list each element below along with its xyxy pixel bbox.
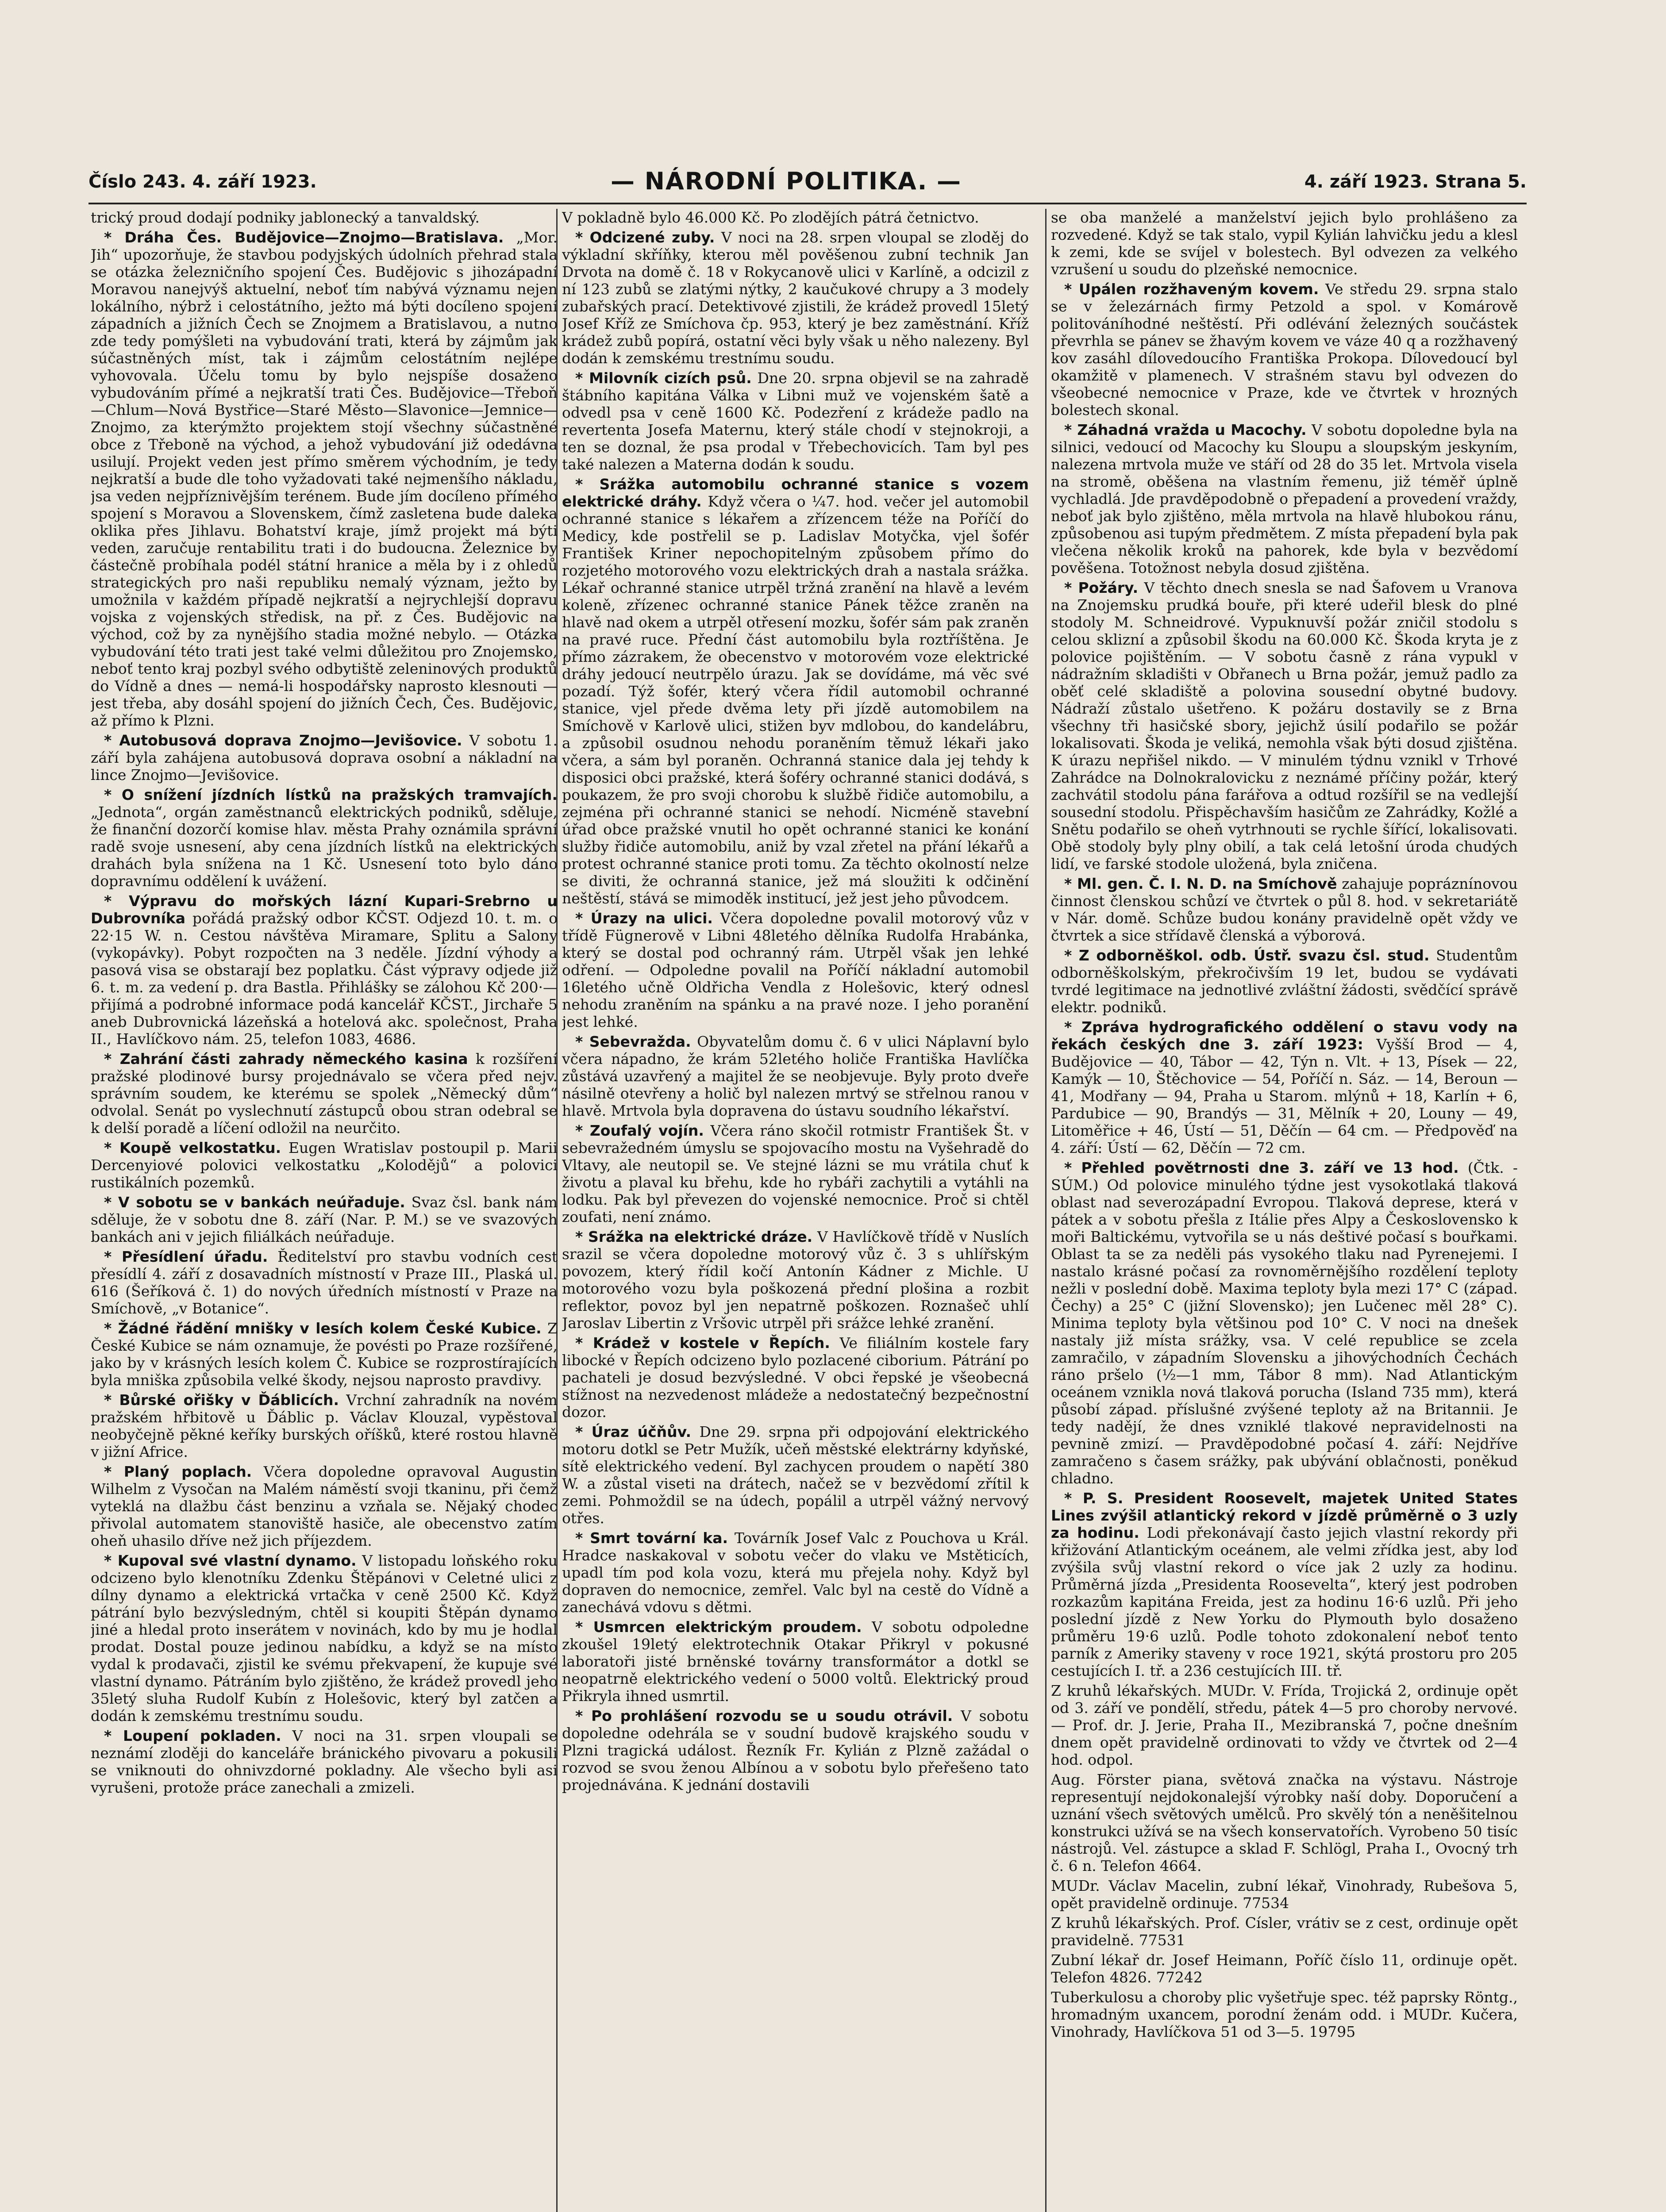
issue-number-date: Číslo 243. 4. září 1923.	[88, 172, 317, 192]
article	[1051, 1018, 1518, 1156]
article-text: Včera dopoledne povalil motorový vůz v třídě Fügnerově v Libni 48letého dělníka Rudolfa Hrabánka, který se dostal pod ochranný rám. Utrpěl však jen lehké odření. — Odpoledne povalil na Poříčí nákladní automobil 16letého učně Oldřicha Vendla z Holešovic, který odnesl nehodu zraněním na spánku a na pravé noze. I jeho poranění jest lehké.	[562, 910, 1029, 1030]
article-headline: * O snížení jízdních lístků na pražských tramvajích.	[104, 786, 558, 803]
article-continuation	[1051, 1951, 1518, 1986]
article-headline: * Sebevražda.	[575, 1033, 691, 1050]
article-headline: * Odcizené zuby.	[575, 229, 715, 246]
article-continuation	[1051, 209, 1518, 278]
article-headline: * Z odborněškol. odb. Ústř. svazu čsl. stud.	[1064, 947, 1430, 964]
article	[91, 1552, 558, 1724]
article-headline: * Srážka automobilu ochranné stanice s vozem elektrické dráhy.	[562, 476, 1029, 510]
article-text: Vyšší Brod — 4, Budějovice — 40, Tábor — 42, Týn n. Vlt. + 13, Písek — 22, Kamýk — 10, Štěchovice — 54, Poříčí n. Sáz. — 14, Beroun — 41, Modřany — 94, Praha u Starom. mlýnů + 18, Karlín + 6, Pardubice — 90, Brandýs — 31, Mělník + 20, Louny — 49, Litoměřice + 46, Ústí — 51, Děčín — 64 cm. — Předpověď na 4. září: Ústí — 62, Děčín — 72 cm.	[1051, 1036, 1518, 1156]
article-text: Z kruhů lékařských. MUDr. V. Frída, Trojická 2, ordinuje opět od 3. září ve pondělí, středu, pátek 4—5 pro choroby nervové. — Prof. dr. J. Jerie, Praha II., Mezibranská 7, počne dnešním dnem opět pravidelně ordinovati to vždy ve čtvrtek od 2—4 hod. odpol.	[1051, 1682, 1518, 1768]
article-headline: * Požáry.	[1064, 579, 1139, 596]
article-headline: * Planý poplach.	[104, 1463, 252, 1480]
article-headline: * Výpravu do mořských lázní Kupari-Srebrno u Dubrovníka	[91, 892, 558, 927]
article	[1051, 875, 1518, 944]
article-text: V sobotu odpoledne zkoušel 19letý elektrotechnik Otakar Přikryl v pokusné laboratoři jisté brněnské továrny transformátor a dotkl se neopatrně elektrického vedení o 5000 voltů. Elektrický proud Přikryla ihned usmrtil.	[562, 1618, 1029, 1705]
article-headline: * Přesídlení úřadu.	[104, 1248, 268, 1265]
article-text: Z České Kubice se nám oznamuje, že povésti po Praze rozšířené, jako by v krásných lesích kolem Č. Kubice se rozprostírajících byla mniška způsobila velké škody, nejsou naprosto pravdivy.	[91, 1320, 558, 1389]
article-text: Lodi překonávají často jejich vlastní rekordy při křižování Atlantickým oceánem, ale velmi zřídka jest, aby loď zvýšila svůj vlastní rekord o více jak 2 uzly za hodinu. Průměrná jízda „Presidenta Roosevelta“, který jest podroben rozkazům kapitána Freida, jest za hodinu 16·6 uzlů. Při jeho poslední jízdě z New Yorku do Plymouth bylo dosaženo průměru 19·6 uzlů. Podle tohoto zdokonalení neboť tento parník z Ameriky staveny v roce 1921, skýtá prostoru pro 205 cestujících I. tř. a 236 cestujících III. tř.	[1051, 1524, 1518, 1679]
article	[562, 1618, 1029, 1705]
article-headline: * Loupení pokladen.	[104, 1727, 281, 1744]
article	[562, 1423, 1029, 1527]
article-continuation	[562, 209, 1029, 226]
article-text: V listopadu loňského roku odcizeno bylo klenotníku Zdenku Štěpánovi v Celetné ulici z dílny dynamo a elektrická vrtačka v ceně 2500 Kč. Když pátrání bylo bezvýsledným, chtěl si koupiti Štěpán dynamo jiné a hledal proto inserátem v novinách, kdo by mu je hodlal prodat. Dostal pouze jedinou nabídku, a když se na místo vydal k prodavači, zjistil ke svému překvapení, že kupuje své vlastní dynamo. Pátráním bylo zjištěno, že krádež provedl jeho 35letý sluha Rudolf Kubín z Holešovic, který byl zatčen a dodán k zemskému trestnímu soudu.	[91, 1552, 558, 1724]
article	[91, 732, 558, 783]
article-continuation	[1051, 1914, 1518, 1949]
article-text: k rozšíření pražské plodinové bursy projednávalo se včera před nejv. správním soudem, ke kterému se spolek „Německý dům“ odvolal. Senát po vyslechnutí zástupců obou stran odebral se k delší poradě a líčení odložil na neurčito.	[91, 1050, 558, 1137]
article	[91, 1194, 558, 1245]
article-text: Vrchní zahradník na novém pražském hřbitově u Ďáblic p. Václav Klouzal, vypěstoval neobyčejně pěkné keříky burských oříšků, které rostou hlavně v jižní Africe.	[91, 1391, 558, 1460]
article-headline: * Srážka na elektrické dráze.	[575, 1228, 813, 1245]
article-text: se oba manželé a manželství jejich bylo prohlášeno za rozvedené. Když se tak stalo, vypil Kylián lahvičku jedu a klesl k zemi, kde se svíjel v bolestech. Byl odvezen za velkého vzrušení u soudu do plzeňské nemocnice.	[1051, 209, 1518, 278]
article-text: V noci na 31. srpen vloupali se neznámí zloději do kanceláře bránického pivovaru a pokusili se vniknouti do ohnivzdorné pokladny. Ale všecho byli asi vyrušeni, protože práce zanechali a zmizeli.	[91, 1727, 558, 1796]
article	[1051, 579, 1518, 872]
article	[91, 892, 558, 1048]
article-headline: * Koupě velkostatku.	[104, 1139, 281, 1156]
article	[91, 229, 558, 729]
article-headline: * Ml. gen. Č. I. N. D. na Smíchově	[1064, 875, 1337, 892]
article-text: Dne 29. srpna při odpojování elektrického motoru dotkl se Petr Mužík, učeň městské elektrárny kdyňské, sítě elektrického vedení. Byl zachycen proudem o napětí 380 W. a zůstal viseti na drátech, načež se v bezvědomí zřítil k zemi. Pohmoždil se na údech, popálil a utrpěl vážný nervový otřes.	[562, 1423, 1029, 1527]
article	[1051, 1159, 1518, 1487]
article-headline: * Po prohlášení rozvodu se u soudu otrávil.	[575, 1707, 953, 1724]
article-text: trický proud dodají podniky jablonecký a tanvaldský.	[91, 209, 480, 226]
masthead-title: — NÁRODNÍ POLITIKA. —	[611, 167, 962, 195]
column-1	[91, 209, 558, 2212]
article	[562, 910, 1029, 1030]
article-text: V Havlíčkově třídě v Nuslích srazil se včera dopoledne motorový vůz č. 3 s uhlířským povozem, který řídil kočí Antonín Kádner z Michle. U motorového vozu byla poškozená přední plošina a rozbit reflektor, povoz byl jen nepatrně poškozen. Roznašeč uhlí Jaroslav Libertin z Vršovic utrpěl při srážce lehké zranění.	[562, 1228, 1029, 1332]
article-text: pořádá pražský odbor KČST. Odjezd 10. t. m. o 22·15 W. n. Cestou návštěva Miramare, Splitu a Salony (vykopávky). Pobyt rozpočten na 3 neděle. Jízdní výhody a pasová visa se obstarají bez poplatku. Část výpravy odjede již 6. t. m. za vedení p. dra Bastla. Přihlášky se zálohou Kč 200·— přijímá a podrobné informace podá kancelář KČST., Jirchaře 5 aneb Dubrovnická lázeňská a hotelová akc. společnost, Praha II., Havlíčkovo nám. 25, telefon 1083, 4686.	[91, 910, 558, 1048]
article-text: V těchto dnech snesla se nad Šafovem u Vranova na Znojemsku prudká bouře, při které udeřil blesk do plné stodoly M. Schneidrové. Vypuknuvší požár zničil stodolu s celou sklizní a způsobil škodu na 60.000 Kč. Škoda kryta je z polovice pojištěním. — V sobotu časně z rána vypukl v nádražním skladišti v Obřanech u Brna požár, jemuž padlo za oběť celé skladiště a polovina sousední obytné budovy. Nádraží zůstalo ušetřeno. K požáru dostavily se z Brna všechny tři hasičské sbory, jejichž úsilí podařilo se požár lokalisovati. Škoda je veliká, nemohla však býti dosud zjištěna. K úrazu nepřišel nikdo. — V minulém týdnu vznikl v Trhové Zahrádce na Dolnokralovicku z neznámé příčiny požár, který zachvátil stodolu pána farářova a odtud rozšířil se na vedlejší sousední stodolu. Přispěchavším hasičům ze Zahrádky, Kožlé a Snětu podařilo se oheň vytrhnouti se rychle šířící, lokalisovati. Obě stodoly byly plny obilí, a tak celá letošní úroda chudých lidí, ve farské stodole uložená, byla zničena.	[1051, 579, 1518, 872]
article-text: Továrník Josef Valc z Pouchova u Král. Hradce naskakoval v sobotu večer do vlaku ve Mstěticích, upadl tím pod kola vozu, která mu přejela nohy. Když byl dopraven do nemocnice, zemřel. Valc byl na cestě do Vídně a zanechává vdovu s dětmi.	[562, 1529, 1029, 1616]
article-text: V sobotu 1. září byla zahájena autobusová doprava osobní a nákladní na lince Znojmo—Jevišovice.	[91, 732, 558, 783]
article-headline: * Zahrání části zahrady německého kasina	[104, 1050, 468, 1068]
article-text: Aug. Förster piana, světová značka na výstavu. Nástroje representují nejdokonalejší výrobky naší doby. Doporučení a uznání všech světových umělců. Pro skvělý tón a neněšitelnou konstrukci užívá se na všech konservatořích. Vyrobeno 50 tisíc nástrojů. Vel. zástupce a sklad F. Schlögl, Praha I., Ovocný trh č. 6 n. Telefon 4664.	[1051, 1771, 1518, 1874]
article	[1051, 947, 1518, 1016]
article-headline: * Přehled povětrnosti dne 3. září ve 13 hod.	[1064, 1159, 1459, 1176]
article	[91, 1391, 558, 1460]
article-text: V sobotu dopoledne odehrála se v soudní budově krajského soudu v Plzni tragická událost. Řezník Fr. Kylián z Plzně zažádal o rozvod se svou ženou Albínou a v sobotu bylo přeřešeno tato projednávána. K jednání dostavili	[562, 1707, 1029, 1793]
article-headline: * Upálen rozžhaveným kovem.	[1064, 280, 1319, 298]
article-headline: * Zpráva hydrografického oddělení o stavu vody na řekách českých dne 3. září 1923:	[1051, 1018, 1518, 1053]
article-headline: * V sobotu se v bankách neúřaduje.	[104, 1194, 405, 1211]
column-2	[562, 209, 1029, 2212]
article-text: Když včera o ¼7. hod. večer jel automobil ochranné stanice s lékařem a zřízencem téže na Poříčí do Medicy, kde postřelil se p. Ladislav Motyčka, vjel šofér František Kriner nepochopitelným způsobem přímo do rozjetého motorového vozu elektrických drah a nastala srážka. Lékař ochranné stanice utrpěl tržná zranění na hlavě a levém koleně, zřízenec ochranné stanice Pánek těžce zraněn na hlavě nad okem a utrpěl otřesení mozku, šofér sám pak zraněn na pravé ruce. Přední část automobilu byla roztříštěna. Je přímo zázrakem, že obecenstvo v motorovém voze elektrické dráhy jedoucí neutrpělo úrazu. Jak se dovídáme, má věc své pozadí. Týž šofér, který včera řídil automobil ochranné stanice, vjel přede dvěma lety při jízdě automobilem na Smíchově v Karlově ulici, stižen byv mdlobou, do kandelábru, a způsobil osudnou nehodu poraněním těmuž lékaři jako včera, a sám byl poraněn. Ochranná stanice dala jej tehdy k disposici obci pražské, která šoféry ochranné stanici dodává, s poukazem, že pro svoji chorobu k službě řidiče automobilu, a zejména při ochranné stanici se nehodí. Nicméně stavební úřad obce pražské vnutil ho opět ochranné stanici ke konání služby řidiče automobilu, aniž by vzal zřetel na přání lékařů a protest ochranné stanice proti tomu. Za těchto okolností nelze se diviti, že ochranná stanice, jež má sloužiti k odčinění neštěstí, stává se mimoděk institucí, jež jest jeho původcem.	[562, 493, 1029, 907]
article-text: Eugen Wratislav postoupil p. Marii Dercenyiové polovici velkostatku „Kolodějů“ a polovici rustikálních pozemků.	[91, 1139, 558, 1191]
article-headline: * Úrazy na ulici.	[575, 910, 713, 927]
article	[562, 1228, 1029, 1332]
article	[562, 1033, 1029, 1119]
article-text: Obyvatelům domu č. 6 v ulici Náplavní bylo včera nápadno, že krám 52letého holiče Františka Havlíčka zůstává uzavřený a majitel že se neobjevuje. Byly proto dveře násilně otevřeny a holič byl nalezen mrtvý se střelnou ranou v hlavě. Mrtvola byla dopravena do ústavu soudního lékařství.	[562, 1033, 1029, 1119]
article-continuation	[1051, 1682, 1518, 1768]
article-text: Dne 20. srpna objevil se na zahradě štábního kapitána Válka v Libni muž ve vojenském šatě a odvedl psa v ceně 1600 Kč. Podezření z krádeže padlo na revertenta Josefa Maternu, který stále chodí v stejnokroji, a ten se doznal, že psa prodal v Třebechovicích. Tam byl pes také nalezen a Materna dodán k soudu.	[562, 369, 1029, 473]
article-text: Ve středu 29. srpna stalo se v železárnách firmy Petzold a spol. v Komárově politováníhodné neštěstí. Při odlévání železných součástek převrhla se pánev se žhavým kovem ve váze 40 q a rozžhavený kov zasáhl dílovedoucího Františka Prokopa. Dílovedoucí byl okamžitě v plamenech. V strašném stavu byl odvezen do všeobecné nemocnice v Praze, kde ve čtvrtek v hrozných bolestech skonal.	[1051, 280, 1518, 419]
article	[91, 1248, 558, 1317]
column-3	[1051, 209, 1518, 2212]
article	[91, 1463, 558, 1549]
page-date-number: 4. září 1923. Strana 5.	[1304, 172, 1527, 192]
article	[91, 1139, 558, 1191]
article-text: „Mor. Jih“ upozorňuje, že stavbou podyjských údolních přehrad stala se otázka železničního spojení Čes. Budějovic s jihozápadní Moravou nanejvýš aktuelní, neboť tím nabývá významu nejen lokálního, nýbrž i celostátního, ježto má býti docíleno spojení západních a jižních Čech se Znojmem a Bratislavou, a nutno zde tedy pomýšleti na vybudování trati, která by zájmům jak súčastněných míst, tak i zájmům celostátním nejlépe vyhovovala. Účelu tomu by bylo nejspíše dosaženo vybudováním přímé a nejkratší trati Čes. Budějovice—Třeboň—Chlum—Nová Bystřice—Staré Město—Slavonice—Jemnice—Znojmo, za kterýmžto projektem stojí všechny súčastněné obce z Třeboně na východ, a jehož vybudování již odedávna usilují. Projekt veden jest přímo směrem východním, je tedy nejkratší a bude dle toho vyžadovati také nejmenšího nákladu, jsa veden nejpříznivějším terénem. Bude jím docíleno přímého spojení s Moravou a Slovenskem, čímž zasletena bude dalekа oklika přes Jihlavu. Bohatství kraje, jímž projekt má býti veden, zaručuje rentabilitu trati i do budoucna. Železnice by částečně probíhala podél státní hranice a měla by i z ohledů strategických pro naši republiku nemalý význam, ježto by umožnila v každém případě nejkratší a nejrychlejší dopravu vojska z vojenských středisk, na př. z Čes. Budějovic na východ, což by za nynějšího stadia možné nebylo. — Otázka vybudování této trati jest také velmi důležitou pro Znojemsko, neboť tento kraj pozbyl svého odbytiště zeleninových produktů do Vídně a dnes — nemá-li hospodářsky naprosto klesnouti — jest třeba, aby dosáhl spojení do jižních Čech, Čes. Budějovic, až přímo k Plzni.	[91, 229, 558, 729]
article	[562, 1529, 1029, 1616]
article-text: Tuberkulosu a choroby plic vyšetřuje spec. též paprsky Röntg., hromadným uxancem, porodní ženám odd. i MUDr. Kučera, Vinohrady, Havlíčkova 51 od 3—5. 19795	[1051, 1989, 1518, 2040]
article	[1051, 421, 1518, 576]
article	[562, 229, 1029, 367]
article-text: Včera ráno skočil rotmistr František Št. v sebevražedném úmyslu se spojovacího mostu na Vyšehradě do Vltavy, ale neutopil se. Ve stejné lázni se mu vrátila chuť k životu a plaval ku břehu, kde ho rybáři zachytili a vytáhli na lodku. Pak byl převezen do vojenské nemocnice. Proč si chtěl zoufati, není známo.	[562, 1122, 1029, 1225]
article-headline: * Záhadná vražda u Macochy.	[1064, 421, 1307, 438]
page-header	[88, 167, 1527, 198]
column-divider	[1045, 209, 1047, 2212]
article	[1051, 280, 1518, 419]
header-rule	[88, 203, 1527, 204]
article-headline: * Usmrcen elektrickým proudem.	[575, 1618, 862, 1636]
article-headline: * Žádné řádění mnišky v lesích kolem České Kubice.	[104, 1320, 542, 1337]
article-text: V noci na 28. srpen vloupal se zloděj do výkladní skříňky, kterou měl pověšenou zubní technik Jan Drvota na domě č. 18 v Rokycanově ulici v Karlíně, a odcizil z ní 123 zubů se zlatými nýtky, 2 kaučukové chrupy a 3 modely zubařských prací. Detektivové zjistili, že krádež provedl 15letý Josef Kříž ze Smíchova čp. 953, který je bez zaměstnání. Kříž krádež zubů popírá, ostatní věci byly však u něho nalezeny. Byl dodán k zemskému trestnímu soudu.	[562, 229, 1029, 367]
article-text: Ve filiálním kostele fary libocké v Řepích odcizeno bylo pozlacené ciborium. Pátrání po pachateli je dosud bezvýsledné. V obci řepské je všeobecná stížnost na nezvedenost mládeže a nedostatečný bezpečnostní dozor.	[562, 1334, 1029, 1421]
article-text: Svaz čsl. bank nám sděluje, že v sobotu dne 8. září (Nar. P. M.) se ve svazových bankách ani v jejich filiálkách neúřaduje.	[91, 1194, 558, 1245]
article-text: (Čtk. - SÚM.) Od polovice minulého týdne jest vysokotlaká tlaková oblast nad severozápadní Evropou. Tlaková deprese, která v pátek a v sobotu přešla z Itálie přes Alpy a Československo k moři Baltickému, vytvořila se u nás deštivé počasí s bouřkami. Oblast ta se za neděli pás vysokého tlaku nad Pyrenejemi. I nastalo krásné počasí za rovnoměrnějšího rozdělení teploty nežli v poslední době. Maxima teploty byla mezi 17° C (západ. Čechy) a 25° C (jižní Slovensko); jen Lučenec měl 28° C). Minima teploty byla většinou pod 10° C. V noci na dnešek nastaly již místa srážky, vsa. V celé republice se zcela zamračilo, v západním Slovensku a jihovýchodních Čechách ráno pršelo (½—1 mm, Tábor 8 mm). Nad Atlantickým oceánem vznikla nová tlaková porucha (Island 735 mm), která působí západ. příslušné zvýšené teploty až na Britannii. Je tedy nadějí, že dnes vzniklé tlakové nepravidelnosti na pevnině zmizí. — Pravděpodobné počasí 4. září: Nejdříve zamračeno s časem srážky, pak ubývání oblačnosti, poněkud chladno.	[1051, 1159, 1518, 1487]
article-headline: * Kupoval své vlastní dynamo.	[104, 1552, 357, 1569]
article-headline: * Krádež v kostele v Řepích.	[575, 1334, 830, 1352]
article	[562, 476, 1029, 907]
article-headline: * Bůrské ořišky v Ďáblicích.	[104, 1391, 339, 1409]
article-text: MUDr. Václav Macelin, zubní lékař, Vinohrady, Rubešova 5, opět pravidelně ordinuje. 77534	[1051, 1877, 1518, 1912]
article-headline: * Milovník cizích psů.	[575, 369, 752, 387]
article-headline: * Smrt tovární ka.	[575, 1529, 728, 1547]
article-headline: * Úraz účňův.	[575, 1423, 692, 1440]
article-headline: * P. S. President Roosevelt, majetek United States Lines zvýšil atlantický rekord v jízdě průměrně o 3 uzly za hodinu.	[1051, 1490, 1518, 1541]
article	[91, 786, 558, 890]
article-text: V pokladně bylo 46.000 Kč. Po zlodějích pátrá četnictvo.	[562, 209, 979, 226]
article-headline: * Autobusová doprava Znojmo—Jevišovice.	[104, 732, 462, 749]
article-text: Ředitelství pro stavbu vodních cest přesídlí 4. září z dosavadních místností v Praze III., Plaská ul. 616 (Šeříková č. 1) do nových úředních místností v Praze na Smíchově, „v Botanice“.	[91, 1248, 558, 1317]
article-continuation	[1051, 1771, 1518, 1874]
article	[1051, 1490, 1518, 1679]
article	[562, 1122, 1029, 1225]
article	[562, 1707, 1029, 1793]
article-continuation	[1051, 1989, 1518, 2040]
article-continuation	[1051, 1877, 1518, 1912]
article	[91, 1727, 558, 1796]
article-headline: * Zoufalý vojín.	[575, 1122, 704, 1139]
article-text: V sobotu dopoledne byla na silnici, vedoucí od Macochy ku Sloupu a sloupským jeskyním, nalezena mrtvola muže ve stáří od 28 do 35 let. Mrtvola visela na stromě, oběšena na vlastním řemenu, již téměř úplně vychladlá. Jde pravděpodobně o přepadení a provedení vraždy, neboť jak bylo zjištěno, měla mrtvola na hlavě hlubokou ránu, způsobenou asi tupým předmětem. Z místa přepadení byla pak vlečena několik kroků na pahorek, kde byla v bezvědomí pověšena. Totožnost nebyla dosud zjištěna.	[1051, 421, 1518, 576]
article-text: Včera dopoledne opravoval Augustin Wilhelm z Vysočan na Malém náměstí svoji tkaninu, při čemž vyteklá na dlažbu část benzinu a vzňala se. Nějaký chodec přivolal automatem stanoviště hasiče, ale obecenstvo zatím oheň uhasilo dříve než jich příjezdem.	[91, 1463, 558, 1549]
article-headline: * Dráha Čes. Budějovice—Znojmo—Bratislava.	[104, 229, 504, 246]
article	[562, 369, 1029, 473]
article-text: Zubní lékař dr. Josef Heimann, Poříč číslo 11, ordinuje opět. Telefon 4826. 77242	[1051, 1951, 1518, 1986]
article	[562, 1334, 1029, 1421]
article	[91, 1320, 558, 1389]
article-text: zahajuje popráznínovou činnost členskou schůzí ve čtvrtek o půl 8. hod. v sekretariátě v Nár. domě. Schůze budou konány pravidelně opět vždy ve čtvrtek a sice střídavě členská a výborová.	[1051, 875, 1518, 944]
article-text: Studentům odborněškolským, překročivším 19 let, budou se vydávati tvrdé legitimace na jednotlivé zvláštní žádosti, svědčící správě elektr. podniků.	[1051, 947, 1518, 1016]
article-text: Z kruhů lékařských. Prof. Císler, vrátiv se z cest, ordinuje opět pravidelně. 77531	[1051, 1914, 1518, 1949]
article-text: „Jednota“, orgán zaměstnanců elektrických podniků, sděluje, že finanční dozorčí komise hlav. města Prahy oznámila správní radě svoje usnesení, aby cena jízdních lístků na elektrických drahách byla snížena na 1 Kč. Usnesení toto bylo dáno dopravnímu oddělení k uvážení.	[91, 803, 558, 890]
article	[91, 1050, 558, 1137]
article-continuation	[91, 209, 558, 226]
